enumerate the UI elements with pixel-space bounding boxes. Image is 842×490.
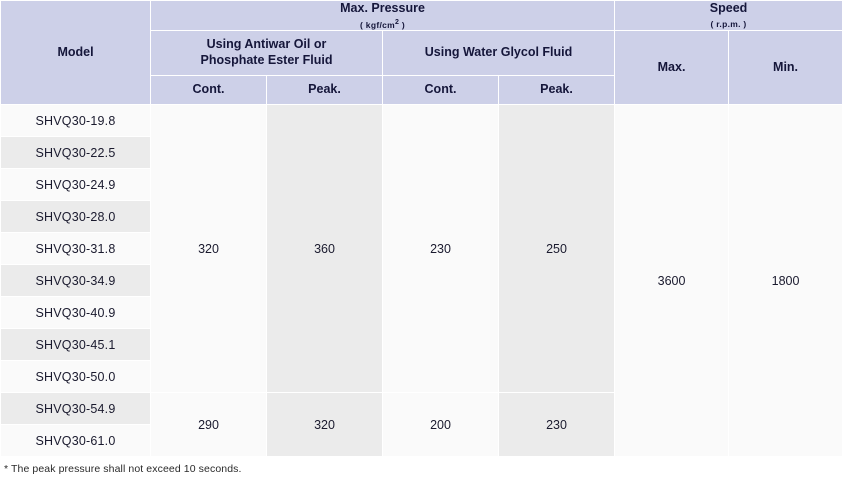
header-speed-min bbox=[729, 31, 842, 105]
model-cell: SHVQ30-31.8 bbox=[1, 233, 151, 265]
header-antiwear-peak bbox=[267, 76, 383, 105]
waterglycol-peak-value: 230 bbox=[499, 393, 615, 457]
table-body bbox=[1, 105, 842, 457]
waterglycol-cont-value: 200 bbox=[383, 393, 499, 457]
header-waterglycol-peak-label: Peak. bbox=[540, 82, 573, 97]
header-antiwear-line2: Phosphate Ester Fluid bbox=[200, 53, 333, 68]
model-cell: SHVQ30-45.1 bbox=[1, 329, 151, 361]
header-waterglycol-group bbox=[383, 31, 615, 76]
antiwear-peak-value: 320 bbox=[267, 393, 383, 457]
header-waterglycol-peak bbox=[499, 76, 615, 105]
waterglycol-cont-value: 230 bbox=[383, 105, 499, 393]
header-max-pressure bbox=[151, 1, 615, 31]
header-speed-unit: ( r.p.m. ) bbox=[710, 19, 747, 30]
model-cell: SHVQ30-19.8 bbox=[1, 105, 151, 137]
antiwear-peak-value: 360 bbox=[267, 105, 383, 393]
model-cell: SHVQ30-28.0 bbox=[1, 201, 151, 233]
table-header bbox=[1, 1, 842, 105]
model-cell: SHVQ30-61.0 bbox=[1, 425, 151, 457]
model-cell: SHVQ30-50.0 bbox=[1, 361, 151, 393]
speed-min-value: 1800 bbox=[729, 105, 842, 457]
header-waterglycol-cont-label: Cont. bbox=[424, 82, 457, 97]
header-speed-max-label: Max. bbox=[657, 59, 686, 74]
waterglycol-peak-value: 250 bbox=[499, 105, 615, 393]
model-cell: SHVQ30-54.9 bbox=[1, 393, 151, 425]
model-cell: SHVQ30-40.9 bbox=[1, 297, 151, 329]
antiwear-cont-value: 290 bbox=[151, 393, 267, 457]
table-row bbox=[1, 105, 842, 137]
header-speed bbox=[615, 1, 842, 31]
unit-prefix: ( kgf/cm bbox=[360, 19, 396, 30]
header-model-label: Model bbox=[57, 44, 94, 59]
model-cell: SHVQ30-22.5 bbox=[1, 137, 151, 169]
antiwear-cont-value: 320 bbox=[151, 105, 267, 393]
speed-max-value: 3600 bbox=[615, 105, 729, 457]
footnote: * The peak pressure shall not exceed 10 seconds. bbox=[4, 463, 242, 476]
header-max-pressure-label: Max. Pressure bbox=[340, 1, 425, 15]
header-antiwear-peak-label: Peak. bbox=[308, 82, 341, 97]
unit-suffix: ) bbox=[399, 19, 406, 30]
header-antiwear-line1: Using Antiwar Oil or bbox=[206, 37, 327, 52]
model-cell: SHVQ30-34.9 bbox=[1, 265, 151, 297]
header-antiwear-cont bbox=[151, 76, 267, 105]
header-speed-max bbox=[615, 31, 729, 105]
header-waterglycol-cont bbox=[383, 76, 499, 105]
header-waterglycol-label: Using Water Glycol Fluid bbox=[424, 45, 573, 60]
header-antiwear-group bbox=[151, 31, 383, 76]
unit-exponent: 2 bbox=[395, 18, 400, 26]
model-cell: SHVQ30-24.9 bbox=[1, 169, 151, 201]
header-max-pressure-unit bbox=[151, 19, 614, 30]
header-speed-label: Speed bbox=[709, 1, 748, 16]
header-antiwear-cont-label: Cont. bbox=[192, 82, 225, 97]
header-model bbox=[1, 1, 151, 105]
header-speed-min-label: Min. bbox=[773, 59, 799, 74]
